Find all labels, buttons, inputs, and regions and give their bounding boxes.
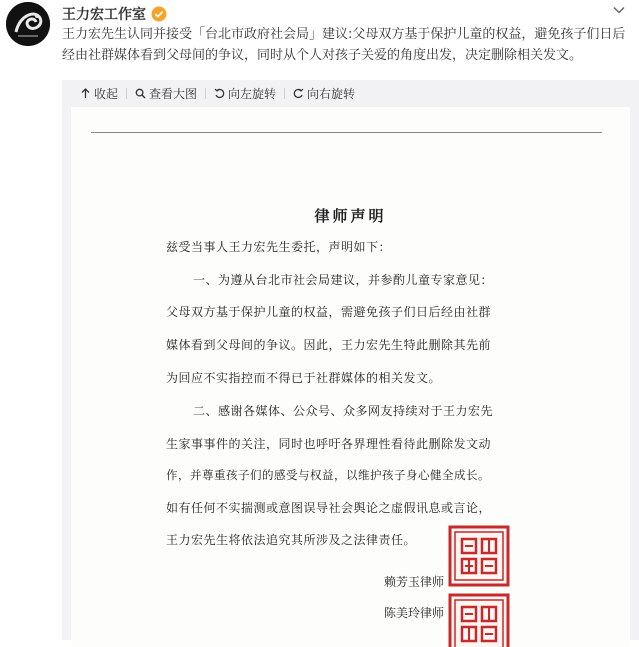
document-line: 作，并尊重孩子们的感受与权益，以维护孩子身心健全成长。 [166, 468, 490, 482]
chevron-down-icon[interactable] [611, 2, 627, 18]
toolbar-divider [126, 88, 127, 99]
rotate-left-icon [214, 88, 225, 99]
signature-2: 陈美玲律师 [384, 606, 445, 620]
post-text: 王力宏先生认同并接受「台北市政府社会局」建议:父母双方基于保护儿童的权益，避免孩子们日后经由社群媒体看到父母间的争议，同时从个人对孩子关爱的角度出发，决定删除相关发文。 [62, 27, 626, 63]
signature-1: 赖芳玉律师 [384, 575, 445, 589]
toolbar-divider [284, 88, 285, 99]
dragon-logo-icon [6, 2, 50, 46]
view-large-label: 查看大图 [149, 86, 198, 101]
document-line: 一、为遵从台北市社会局建议，并参酌儿童专家意见： [193, 273, 494, 287]
document-line: 媒体看到父母间的争议。因此，王力宏先生特此删除其先前 [166, 338, 492, 352]
document-line: 二、感谢各媒体、公众号、众多网友持续对于王力宏先 [193, 404, 494, 418]
account-name[interactable] [62, 4, 167, 24]
toolbar-divider [205, 88, 206, 99]
account-name-text[interactable]: 王力宏工作室 [62, 7, 146, 23]
lawyer-seal-1 [448, 525, 510, 587]
document-line: 如有任何不实揣测或意图误导社会舆论之虚假讯息或言论， [166, 501, 492, 515]
collapse-button[interactable] [80, 85, 118, 102]
verified-badge-icon [151, 6, 167, 22]
rotate-left-label: 向左旋转 [228, 86, 277, 101]
document-top-rule [91, 132, 602, 133]
document-line: 生家事事件的关注，同时也呼吁各界理性看待此删除发文动 [166, 437, 492, 451]
lawyer-seal-2 [448, 593, 510, 647]
rotate-right-icon [293, 88, 304, 99]
magnifier-icon [135, 88, 146, 99]
arrow-up-icon [80, 88, 91, 99]
rotate-right-button[interactable] [293, 85, 355, 102]
document-line: 父母双方基于保护儿童的权益，需避免孩子们日后经由社群 [166, 305, 492, 319]
document-line: 兹受当事人王力宏先生委托，声明如下： [166, 240, 392, 254]
rotate-right-label: 向右旋转 [307, 86, 356, 101]
view-large-button[interactable] [135, 85, 197, 102]
document-line: 为回应不实指控而不得已于社群媒体的相关发文。 [166, 371, 442, 385]
document-line: 王力宏先生将依法追究其所涉及之法律责任。 [166, 533, 417, 547]
avatar[interactable] [6, 2, 50, 46]
image-viewer [62, 80, 639, 640]
rotate-left-button[interactable] [214, 85, 276, 102]
document-title: 律师声明 [314, 207, 387, 225]
image-toolbar [80, 83, 355, 103]
collapse-label: 收起 [94, 86, 119, 101]
statement-document[interactable] [71, 107, 630, 647]
